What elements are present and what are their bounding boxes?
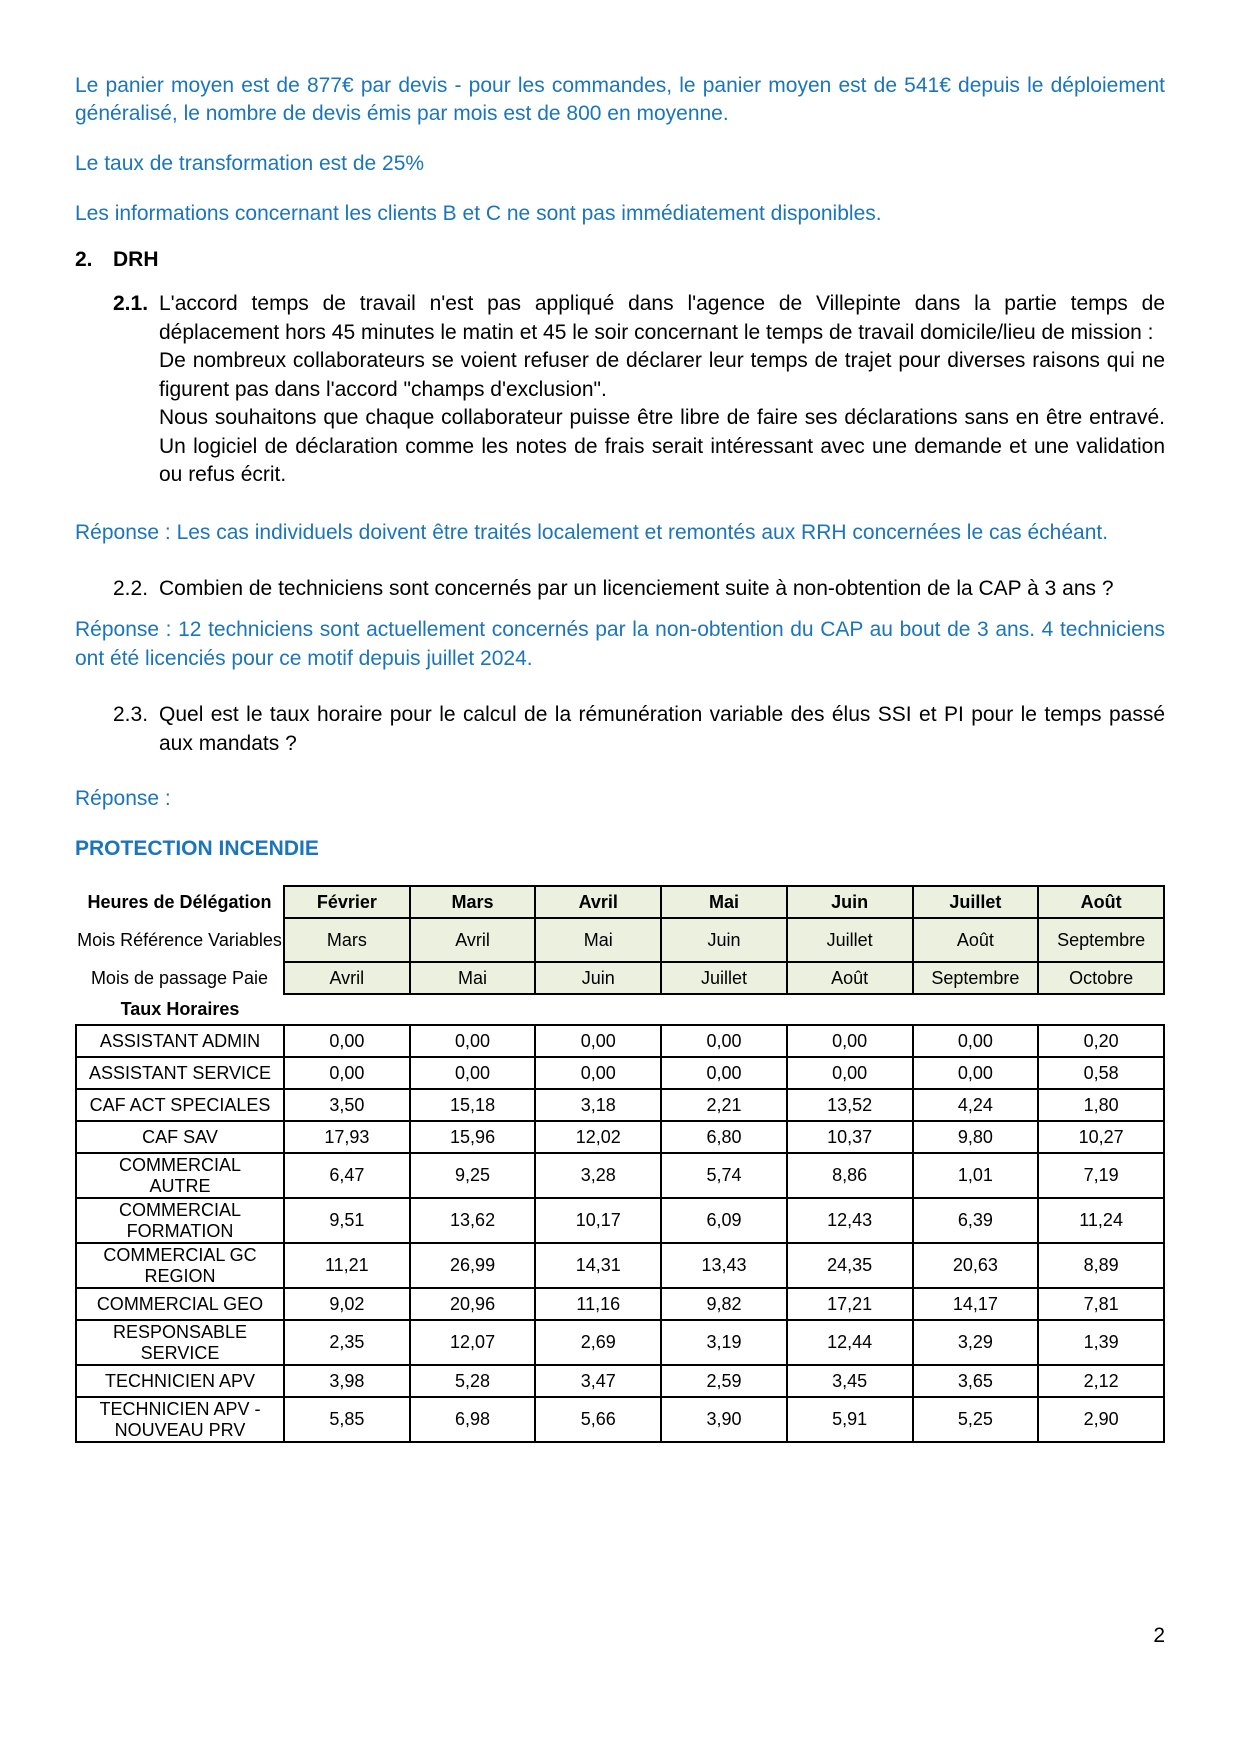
delegation-month: Mars [410, 886, 536, 918]
delegation-month: Février [284, 886, 410, 918]
delegation-month: Mai [661, 886, 787, 918]
question-text-line2: De nombreux collaborateurs se voient refuser de déclarer leur temps de trajet pour diverses raisons qui ne figurent pas dans l'accord "champs d'exclusion". [159, 349, 1165, 401]
table-row [76, 1365, 1164, 1397]
intro-paragraph-clients: Les informations concernant les clients B et C ne sont pas immédiatement disponibles. [75, 202, 882, 225]
table-row [76, 1121, 1164, 1153]
rate-cell: 12,44 [787, 1320, 913, 1365]
rate-cell: 11,21 [284, 1243, 410, 1288]
table-row [76, 1057, 1164, 1089]
reference-month: Avril [410, 918, 536, 962]
rate-cell: 12,07 [410, 1320, 536, 1365]
reference-month: Septembre [1038, 918, 1164, 962]
rate-cell: 5,66 [535, 1397, 661, 1442]
paie-month: Avril [284, 962, 410, 994]
question-number: 2.1. [113, 292, 149, 315]
rate-cell: 14,17 [913, 1288, 1039, 1320]
rate-cell: 13,52 [787, 1089, 913, 1121]
rate-cell: 3,18 [535, 1089, 661, 1121]
rate-cell: 0,00 [787, 1057, 913, 1089]
section-title: DRH [113, 248, 159, 271]
rate-cell: 0,00 [913, 1025, 1039, 1057]
rate-cell: 24,35 [787, 1243, 913, 1288]
delegation-month: Juin [787, 886, 913, 918]
rate-cell: 9,51 [284, 1198, 410, 1243]
rate-cell: 0,00 [284, 1057, 410, 1089]
rate-cell: 11,24 [1038, 1198, 1164, 1243]
rate-cell: 3,28 [535, 1153, 661, 1198]
table-row [76, 1089, 1164, 1121]
rate-cell: 10,37 [787, 1121, 913, 1153]
rate-cell: 3,90 [661, 1397, 787, 1442]
answer-2-2: Réponse : 12 techniciens sont actuellement concernés par la non-obtention du CAP au bout de 3 ans. 4 techniciens ont été licenciés pour ce motif depuis juillet 2024. [75, 618, 1165, 670]
rate-cell: 14,31 [535, 1243, 661, 1288]
rate-cell: 0,00 [535, 1025, 661, 1057]
role-label: RESPONSABLE SERVICE [76, 1320, 284, 1365]
role-label: COMMERCIAL FORMATION [76, 1198, 284, 1243]
rate-cell: 2,90 [1038, 1397, 1164, 1442]
rate-cell: 1,39 [1038, 1320, 1164, 1365]
delegation-month: Août [1038, 886, 1164, 918]
delegation-month: Avril [535, 886, 661, 918]
rate-cell: 1,01 [913, 1153, 1039, 1198]
rate-cell: 15,96 [410, 1121, 536, 1153]
paie-month: Août [787, 962, 913, 994]
rate-cell: 3,45 [787, 1365, 913, 1397]
rate-cell: 3,29 [913, 1320, 1039, 1365]
role-label: COMMERCIAL GC REGION [76, 1243, 284, 1288]
rate-cell: 6,80 [661, 1121, 787, 1153]
rate-cell: 2,69 [535, 1320, 661, 1365]
paie-month: Juin [535, 962, 661, 994]
rate-cell: 1,80 [1038, 1089, 1164, 1121]
paie-month: Juillet [661, 962, 787, 994]
row-label-reference: Mois Référence Variables [77, 929, 282, 950]
paie-month: Octobre [1038, 962, 1164, 994]
table-header [76, 886, 1164, 1025]
table-title: PROTECTION INCENDIE [75, 837, 319, 860]
rate-cell: 0,00 [410, 1057, 536, 1089]
delegation-row [76, 886, 1164, 918]
rate-cell: 0,20 [1038, 1025, 1164, 1057]
rate-cell: 5,28 [410, 1365, 536, 1397]
question-text: Quel est le taux horaire pour le calcul de la rémunération variable des élus SSI et PI pour le temps passé aux mandats ? [159, 703, 1165, 755]
row-label-delegation: Heures de Délégation [87, 891, 272, 912]
question-number: 2.3. [113, 703, 149, 726]
rate-cell: 0,00 [535, 1057, 661, 1089]
rate-cell: 6,39 [913, 1198, 1039, 1243]
question-text-line3: Nous souhaitons que chaque collaborateur puisse être libre de faire ses déclarations sans en être entravé. Un logiciel de déclaration comme les notes de frais serait intéressant avec une demande et une validation ou refus écrit. [159, 406, 1165, 486]
reference-month: Août [913, 918, 1039, 962]
paie-month: Septembre [913, 962, 1039, 994]
table-row [76, 1025, 1164, 1057]
rate-cell: 20,96 [410, 1288, 536, 1320]
rate-cell: 3,98 [284, 1365, 410, 1397]
rate-cell: 5,74 [661, 1153, 787, 1198]
rate-cell: 15,18 [410, 1089, 536, 1121]
reference-month: Juillet [787, 918, 913, 962]
section-heading-drh [75, 248, 1165, 272]
row-label-paie: Mois de passage Paie [90, 967, 269, 988]
rate-cell: 17,21 [787, 1288, 913, 1320]
rate-cell: 10,27 [1038, 1121, 1164, 1153]
rate-cell: 3,65 [913, 1365, 1039, 1397]
rate-cell: 5,25 [913, 1397, 1039, 1442]
question-text: Combien de techniciens sont concernés par un licenciement suite à non-obtention de la CAP à 3 ans ? [159, 576, 1114, 600]
question-2-3 [75, 701, 1165, 758]
role-label: TECHNICIEN APV - NOUVEAU PRV [76, 1397, 284, 1442]
taux-spacer [284, 994, 1164, 1025]
rate-cell: 0,00 [410, 1025, 536, 1057]
rate-cell: 20,63 [913, 1243, 1039, 1288]
rate-cell: 9,02 [284, 1288, 410, 1320]
rate-cell: 6,98 [410, 1397, 536, 1442]
table-body [76, 1025, 1164, 1442]
rate-cell: 0,58 [1038, 1057, 1164, 1089]
rate-cell: 3,47 [535, 1365, 661, 1397]
question-2-1 [75, 290, 1165, 490]
rate-cell: 2,35 [284, 1320, 410, 1365]
rate-cell: 7,19 [1038, 1153, 1164, 1198]
rate-cell: 0,00 [661, 1025, 787, 1057]
rate-cell: 12,43 [787, 1198, 913, 1243]
table-row [76, 1397, 1164, 1442]
role-label: ASSISTANT SERVICE [76, 1057, 284, 1089]
role-label: CAF ACT SPECIALES [76, 1089, 284, 1121]
table-row [76, 1243, 1164, 1288]
rate-cell: 9,80 [913, 1121, 1039, 1153]
rate-cell: 3,50 [284, 1089, 410, 1121]
reference-month: Mai [535, 918, 661, 962]
table-row [76, 1320, 1164, 1365]
page-number: 2 [1153, 1624, 1165, 1647]
rate-cell: 0,00 [661, 1057, 787, 1089]
rate-cell: 0,00 [787, 1025, 913, 1057]
rate-cell: 17,93 [284, 1121, 410, 1153]
intro-paragraph-conversion: Le taux de transformation est de 25% [75, 152, 425, 175]
intro-paragraph-basket: Le panier moyen est de 877€ par devis - pour les commandes, le panier moyen est de 541€ depuis le déploiement généralisé, le nombre de devis émis par mois est de 800 en moyenne. [75, 74, 1165, 125]
role-label: COMMERCIAL AUTRE [76, 1153, 284, 1198]
rate-cell: 2,59 [661, 1365, 787, 1397]
role-label: ASSISTANT ADMIN [76, 1025, 284, 1057]
rate-cell: 6,47 [284, 1153, 410, 1198]
rate-cell: 9,25 [410, 1153, 536, 1198]
role-label: COMMERCIAL GEO [76, 1288, 284, 1320]
role-label: CAF SAV [76, 1121, 284, 1153]
section-number: 2. [75, 248, 93, 271]
answer-2-1: Réponse : Les cas individuels doivent être traités localement et remontés aux RRH concernées le cas échéant. [75, 520, 1109, 544]
rate-cell: 0,00 [913, 1057, 1039, 1089]
rate-cell: 7,81 [1038, 1288, 1164, 1320]
question-text-line1: L'accord temps de travail n'est pas appliqué dans l'agence de Villepinte dans la partie temps de déplacement hors 45 minutes le matin et 45 le soir concernant le temps de travail domicile/lieu de mission : [159, 292, 1165, 344]
paie-row [76, 962, 1164, 994]
table-row [76, 1198, 1164, 1243]
role-label: TECHNICIEN APV [76, 1365, 284, 1397]
rate-cell: 8,86 [787, 1153, 913, 1198]
taux-row [76, 994, 1164, 1025]
question-2-2 [75, 575, 1165, 604]
question-number: 2.2. [113, 576, 149, 600]
document-page [75, 72, 1165, 1443]
rate-cell: 10,17 [535, 1198, 661, 1243]
rate-cell: 26,99 [410, 1243, 536, 1288]
rate-cell: 2,21 [661, 1089, 787, 1121]
table-row [76, 1288, 1164, 1320]
rate-cell: 2,12 [1038, 1365, 1164, 1397]
rate-cell: 8,89 [1038, 1243, 1164, 1288]
rate-cell: 5,91 [787, 1397, 913, 1442]
row-label-taux: Taux Horaires [120, 998, 240, 1019]
rate-cell: 3,19 [661, 1320, 787, 1365]
rate-cell: 9,82 [661, 1288, 787, 1320]
answer-2-3: Réponse : [75, 787, 171, 810]
reference-row [76, 918, 1164, 962]
paie-month: Mai [410, 962, 536, 994]
rate-cell: 5,85 [284, 1397, 410, 1442]
rate-cell: 13,43 [661, 1243, 787, 1288]
delegation-month: Juillet [913, 886, 1039, 918]
rate-cell: 11,16 [535, 1288, 661, 1320]
rate-cell: 6,09 [661, 1198, 787, 1243]
rate-cell: 0,00 [284, 1025, 410, 1057]
rates-table [75, 885, 1165, 1443]
table-row [76, 1153, 1164, 1198]
reference-month: Mars [284, 918, 410, 962]
rate-cell: 13,62 [410, 1198, 536, 1243]
rate-cell: 4,24 [913, 1089, 1039, 1121]
reference-month: Juin [661, 918, 787, 962]
rate-cell: 12,02 [535, 1121, 661, 1153]
